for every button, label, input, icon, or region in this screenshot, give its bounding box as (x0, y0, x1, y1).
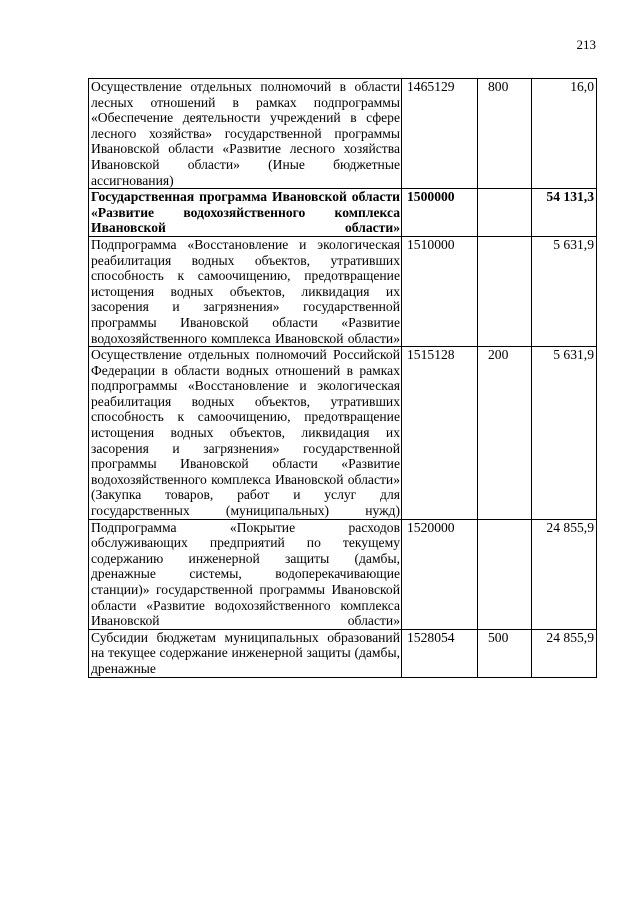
row-code: 1510000 (402, 236, 478, 346)
row-code: 1520000 (402, 519, 478, 629)
row-expense-type (478, 236, 532, 346)
budget-table (88, 78, 597, 678)
row-amount: 24 855,9 (532, 629, 597, 677)
row-amount: 24 855,9 (532, 519, 597, 629)
table-row (89, 629, 597, 677)
row-code: 1515128 (402, 347, 478, 520)
row-amount: 5 631,9 (532, 236, 597, 346)
table-row (89, 519, 597, 629)
row-expense-type: 800 (478, 79, 532, 189)
budget-table-body (89, 79, 597, 678)
row-code: 1528054 (402, 629, 478, 677)
row-description: Осуществление отдельных полномочий в области лесных отношений в рамках подпрограммы «Обеспечение деятельности учреждений в сфере лесного хозяйства» государственной программы Ивановской области «Развитие лесного хозяйства Ивановской области» (Иные бюджетные ассигнования) (89, 79, 402, 189)
row-expense-type: 500 (478, 629, 532, 677)
row-expense-type (478, 189, 532, 237)
row-description: Субсидии бюджетам муниципальных образований на текущее содержание инженерной защиты (дамбы, дренажные (89, 629, 402, 677)
table-row (89, 236, 597, 346)
row-amount: 54 131,3 (532, 189, 597, 237)
row-amount: 5 631,9 (532, 347, 597, 520)
table-row (89, 79, 597, 189)
row-description: Осуществление отдельных полномочий Российской Федерации в области водных отношений в рамках подпрограммы «Восстановление и экологическая реабилитация водных объектов, утративших способность к самоочищению, предотвращение истощения водных объектов, ликвидация их засорения и загрязнения» государственной программы Ивановской области «Развитие водохозяйственного комплекса Ивановской области» (Закупка товаров, работ и услуг для государственных (муниципальных) нужд) (89, 347, 402, 520)
row-expense-type: 200 (478, 347, 532, 520)
row-description: Подпрограмма «Восстановление и экологическая реабилитация водных объектов, утративших способность к самоочищению, предотвращение истощения водных объектов, ликвидация их засорения и загрязнения» государственной программы Ивановской области «Развитие водохозяйственного комплекса Ивановской области» (89, 236, 402, 346)
row-description: Государственная программа Ивановской области «Развитие водохозяйственного комплекса Ивановской области» (89, 189, 402, 237)
row-expense-type (478, 519, 532, 629)
table-row (89, 347, 597, 520)
table-row (89, 189, 597, 237)
row-amount: 16,0 (532, 79, 597, 189)
row-code: 1500000 (402, 189, 478, 237)
page-number: 213 (576, 37, 596, 52)
row-code: 1465129 (402, 79, 478, 189)
row-description: Подпрограмма «Покрытие расходов обслуживающих предприятий по текущему содержанию инженерной защиты (дамбы, дренажные системы, водоперекачивающие станции)» государственной программы Ивановской области «Развитие водохозяйственного комплекса Ивановской области» (89, 519, 402, 629)
